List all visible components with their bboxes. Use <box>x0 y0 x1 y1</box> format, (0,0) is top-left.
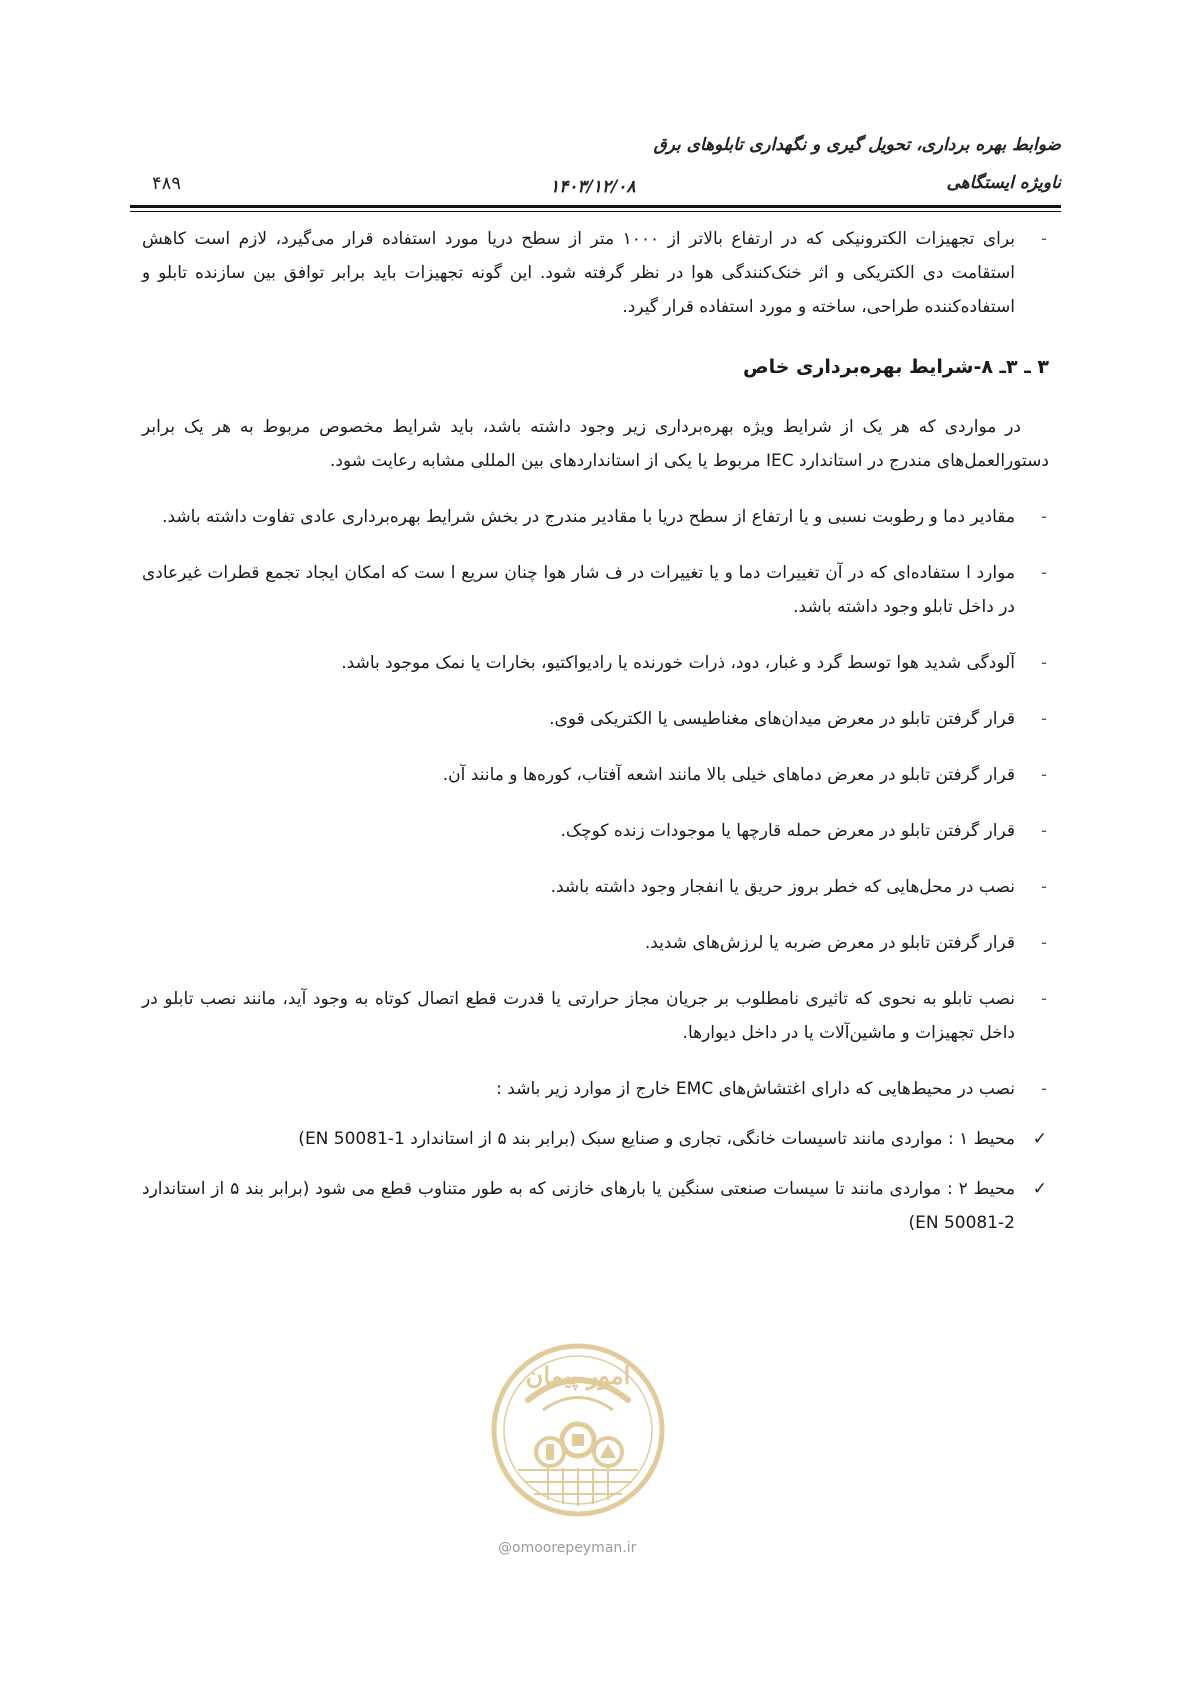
list-item <box>142 1072 1049 1106</box>
list-item <box>142 982 1049 1050</box>
section-label: ناویژه ایستگاهی <box>946 173 1061 193</box>
dash-icon: - <box>1040 653 1047 673</box>
dash-icon: - <box>1040 229 1047 249</box>
list-item <box>142 646 1049 680</box>
list-item-text: نصب در محل‌هایی که خطر بروز حریق یا انفجار وجود داشته باشد. <box>550 877 1015 897</box>
checkmark-icon: ✓ <box>1032 1129 1047 1149</box>
list-item <box>142 500 1049 534</box>
list-item-text: نصب در محیط‌هایی که دارای اغتشاش‌های EMC خارج از موارد زیر باشد : <box>496 1079 1015 1099</box>
list-item-text: قرار گرفتن تابلو در معرض میدان‌های مغناطیسی یا الکتریکی قوی. <box>549 709 1015 729</box>
list-item-text: قرار گرفتن تابلو در معرض دماهای خیلی بالا مانند اشعه آفتاب، کوره‌ها و مانند آن. <box>442 765 1015 785</box>
document-title: ضوابط بهره برداری، تحویل گیری و نگهداری تابلوهای برق <box>653 135 1061 155</box>
dash-icon: - <box>1040 709 1047 729</box>
list-item <box>142 870 1049 904</box>
document-date: ۱۴۰۳/۱۲/۰۸ <box>550 177 636 197</box>
section-heading: ۳ ـ ۳ـ ۸-شرایط بهره‌برداری خاص <box>743 356 1049 378</box>
list-item <box>142 814 1049 848</box>
list-item-text: مقادیر دما و رطوبت نسبی و یا ارتفاع از سطح دریا با مقادیر مندرج در بخش شرایط بهره‌برداری عادی تفاوت داشته باشد. <box>162 507 1015 527</box>
paragraph-text: برای تجهیزات الکترونیکی که در ارتفاع بالاتر از ۱۰۰۰ متر از سطح دریا مورد استفاده قرار می‌گیرد، لازم است کاهش استقامت دی الکتریکی و اثر خنک‌کنندگی هوا در نظر گرفته شود. این گونه تجهیزات باید برابر توافق بین سازنده تابلو و استفاده‌کننده طراحی، ساخته و مورد استفاده قرار گیرد. <box>142 229 1015 317</box>
list-item-text: نصب تابلو به نحوی که تاثیری نامطلوب بر جریان مجاز حرارتی یا قدرت قطع اتصال کوتاه به وجود آید، مانند نصب تابلو در داخل تجهیزات و ماشین‌آلات یا در داخل دیوارها. <box>142 989 1015 1043</box>
paragraph-altitude <box>142 222 1049 324</box>
watermark-logo-text: امور پیمان <box>525 1361 631 1390</box>
dash-icon: - <box>1040 765 1047 785</box>
watermark-logo-icon <box>488 1340 668 1520</box>
header-divider-thick <box>130 205 1061 208</box>
list-item-text: آلودگی شدید هوا توسط گرد و غبار، دود، ذرات خورنده یا رادیواکتیو، بخارات یا نمک موجود باشد. <box>341 653 1015 673</box>
dash-icon: - <box>1040 563 1047 583</box>
header-row <box>130 173 1061 199</box>
list-item <box>142 702 1049 736</box>
list-item <box>142 556 1049 624</box>
page-content <box>142 222 1049 1256</box>
dash-icon: - <box>1040 877 1047 897</box>
list-item-text: قرار گرفتن تابلو در معرض ضربه یا لرزش‌های شدید. <box>644 933 1015 953</box>
list-item <box>142 926 1049 960</box>
watermark-url: @omoorepeyman.ir <box>498 1540 637 1556</box>
page-number: ۴۸۹ <box>152 173 182 194</box>
dash-icon: - <box>1040 989 1047 1009</box>
list-item-text: قرار گرفتن تابلو در معرض حمله قارچها یا موجودات زنده کوچک. <box>560 821 1015 841</box>
list-item <box>142 758 1049 792</box>
checkmark-icon: ✓ <box>1032 1179 1047 1199</box>
check-item <box>142 1172 1049 1240</box>
list-item-text: موارد ا ستفاده‌ای که در آن تغییرات دما و یا تغییرات در ف شار هوا چنان سریع ا ست که امکان ایجاد تجمع قطرات غیرعادی در داخل تابلو وجود داشته باشد. <box>142 563 1015 617</box>
dash-icon: - <box>1040 1079 1047 1099</box>
header-divider-thin <box>130 211 1061 212</box>
intro-paragraph: در مواردی که هر یک از شرایط ویژه بهره‌برداری زیر وجود داشته باشد، باید شرایط مخصوص مربوط به هر یک برابر دستورالعمل‌های مندرج در استاندارد IEC مربوط یا یکی از استانداردهای بین المللی مشابه رعایت شود. <box>142 417 1049 471</box>
check-item-text: محیط ۱ : مواردی مانند تاسیسات خانگی، تجاری و صنایع سبک (برابر بند ۵ از استاندارد EN 50081-1) <box>298 1129 1015 1149</box>
check-item-text: محیط ۲ : مواردی مانند تا سیسات صنعتی سنگین یا بارهای خازنی که به طور متناوب قطع می شود (برابر بند ۵ از استاندارد EN 50081-2) <box>142 1179 1015 1233</box>
check-item <box>142 1122 1049 1156</box>
dash-icon: - <box>1040 507 1047 527</box>
dash-icon: - <box>1040 821 1047 841</box>
dash-icon: - <box>1040 933 1047 953</box>
